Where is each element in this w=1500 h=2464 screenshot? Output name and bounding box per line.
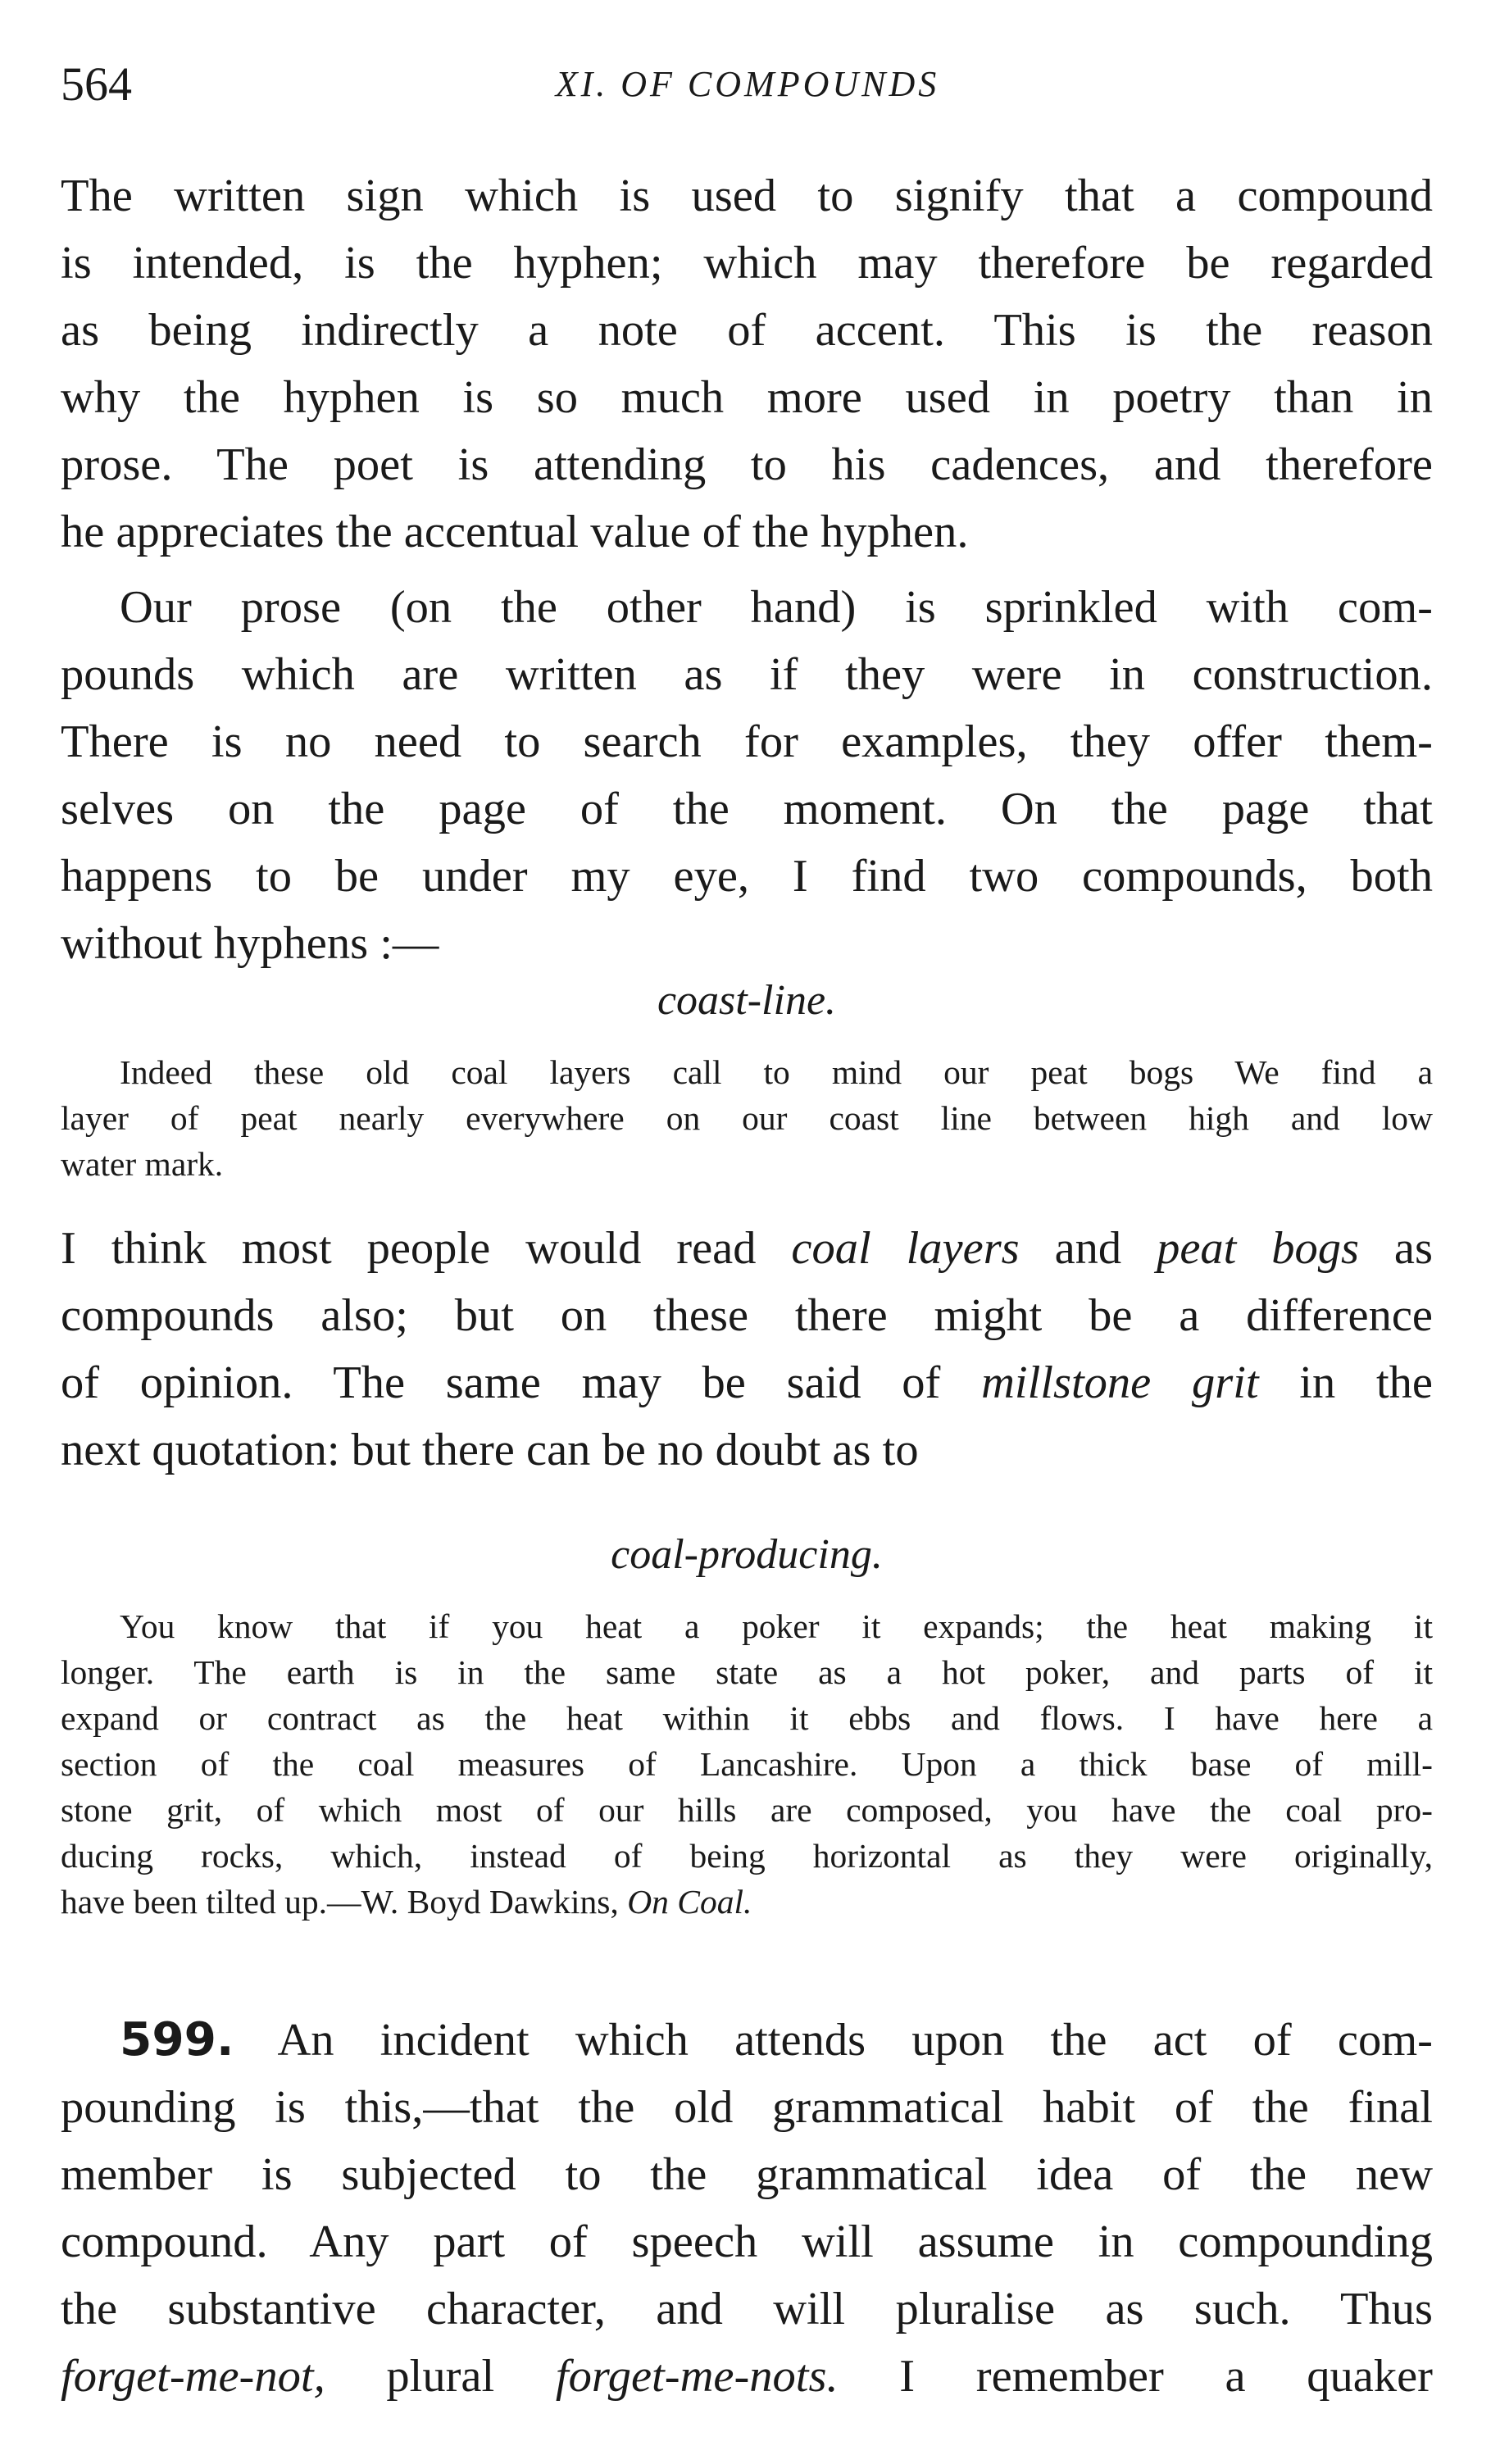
text-line: happens to be under my eye, I find two compounds, both <box>61 851 1433 902</box>
text-run: plural <box>325 2351 556 2402</box>
text-line: pounding is this,—that the old grammatical habit of the final <box>61 2082 1433 2133</box>
page-header <box>61 48 1434 121</box>
quote-line: layer of peat nearly everywhere on our coast line between high and low <box>61 1099 1433 1137</box>
text-line: he appreciates the accentual value of the hyphen. <box>61 507 969 557</box>
quotation-coal-producing <box>61 1603 1433 1925</box>
text-line: The written sign which is used to signify that a compound <box>61 170 1433 221</box>
text-line: without hyphens :— <box>61 918 439 969</box>
quote-line: You know that if you heat a poker it expands; the heat making it <box>120 1607 1433 1645</box>
text-line: next quotation: but there can be no doubt as to <box>61 1425 919 1475</box>
text-line: There is no need to search for examples, they offer them- <box>61 716 1433 767</box>
text-line: the substantive character, and will pluralise as such. Thus <box>61 2284 1433 2334</box>
text-run: I remember a quaker <box>838 2351 1433 2402</box>
italic-term: coal layers <box>791 1223 1020 1274</box>
page-number: 564 <box>61 57 132 111</box>
quote-line: Indeed these old coal layers call to mind our peat bogs We find a <box>120 1053 1433 1091</box>
section-599 <box>61 2007 1433 2410</box>
italic-term: peat bogs <box>1157 1223 1360 1274</box>
text-line: compound. Any part of speech will assume in compounding <box>61 2216 1433 2267</box>
italic-term: forget-me-nots. <box>555 2351 839 2402</box>
paragraph-hyphen-sign <box>61 162 1433 566</box>
running-title: XI. OF COMPOUNDS <box>555 64 940 104</box>
text-line: why the hyphen is so much more used in poetry than in <box>61 372 1433 423</box>
heading-text: coast-line. <box>657 977 837 1024</box>
quotation-coast-line <box>61 1049 1433 1187</box>
paragraph-coal-layers <box>61 1215 1433 1484</box>
quote-line: expand or contract as the heat within it ebbs and flows. I have here a <box>61 1699 1433 1737</box>
quote-line <box>61 1879 1433 1925</box>
text-line <box>61 2343 1433 2410</box>
quote-line: water mark. <box>61 1145 224 1183</box>
italic-term: millstone grit <box>981 1357 1259 1408</box>
text-line: member is subjected to the grammatical idea of the new <box>61 2149 1433 2200</box>
text-line: prose. The poet is attending to his cadences, and therefore <box>61 439 1433 490</box>
text-line: pounds which are written as if they were in construction. <box>61 649 1433 700</box>
text-line: is intended, is the hyphen; which may therefore be regarded <box>61 238 1433 289</box>
paragraph-prose-compounds <box>61 574 1433 977</box>
text-run: of opinion. The same may be said of <box>61 1357 982 1408</box>
example-heading-coal-producing <box>61 1526 1433 1584</box>
section-number: 599. <box>120 2013 234 2066</box>
text-line <box>61 1215 1433 1282</box>
text-line: as being indirectly a note of accent. This is the reason <box>61 305 1433 356</box>
text-run: have been tilted up.—W. Boyd Dawkins, <box>61 1883 628 1921</box>
quote-line: ducing rocks, which, instead of being horizontal as they were originally, <box>61 1837 1433 1875</box>
text-line <box>61 1349 1433 1416</box>
text-line: selves on the page of the moment. On the page that <box>61 784 1433 834</box>
example-heading-coast-line <box>61 972 1433 1030</box>
text-run: as <box>1359 1223 1433 1274</box>
text-line: Our prose (on the other hand) is sprinkled with com- <box>120 582 1433 633</box>
text-run: An incident which attends upon the act of com- <box>234 2015 1433 2066</box>
quote-line: section of the coal measures of Lancashire. Upon a thick base of mill- <box>61 1745 1433 1783</box>
italic-title: On Coal. <box>627 1883 752 1921</box>
text-line <box>61 2007 1433 2074</box>
text-run: and <box>1019 1223 1157 1274</box>
text-line: compounds also; but on these there might be a difference <box>61 1290 1433 1341</box>
heading-text: coal-producing. <box>611 1531 883 1578</box>
text-run: in the <box>1258 1357 1433 1408</box>
quote-line: stone grit, of which most of our hills are composed, you have the coal pro- <box>61 1791 1433 1829</box>
text-run: I think most people would read <box>61 1223 792 1274</box>
italic-term: forget-me-not, <box>61 2351 325 2402</box>
quote-line: longer. The earth is in the same state as a hot poker, and parts of it <box>61 1653 1433 1691</box>
